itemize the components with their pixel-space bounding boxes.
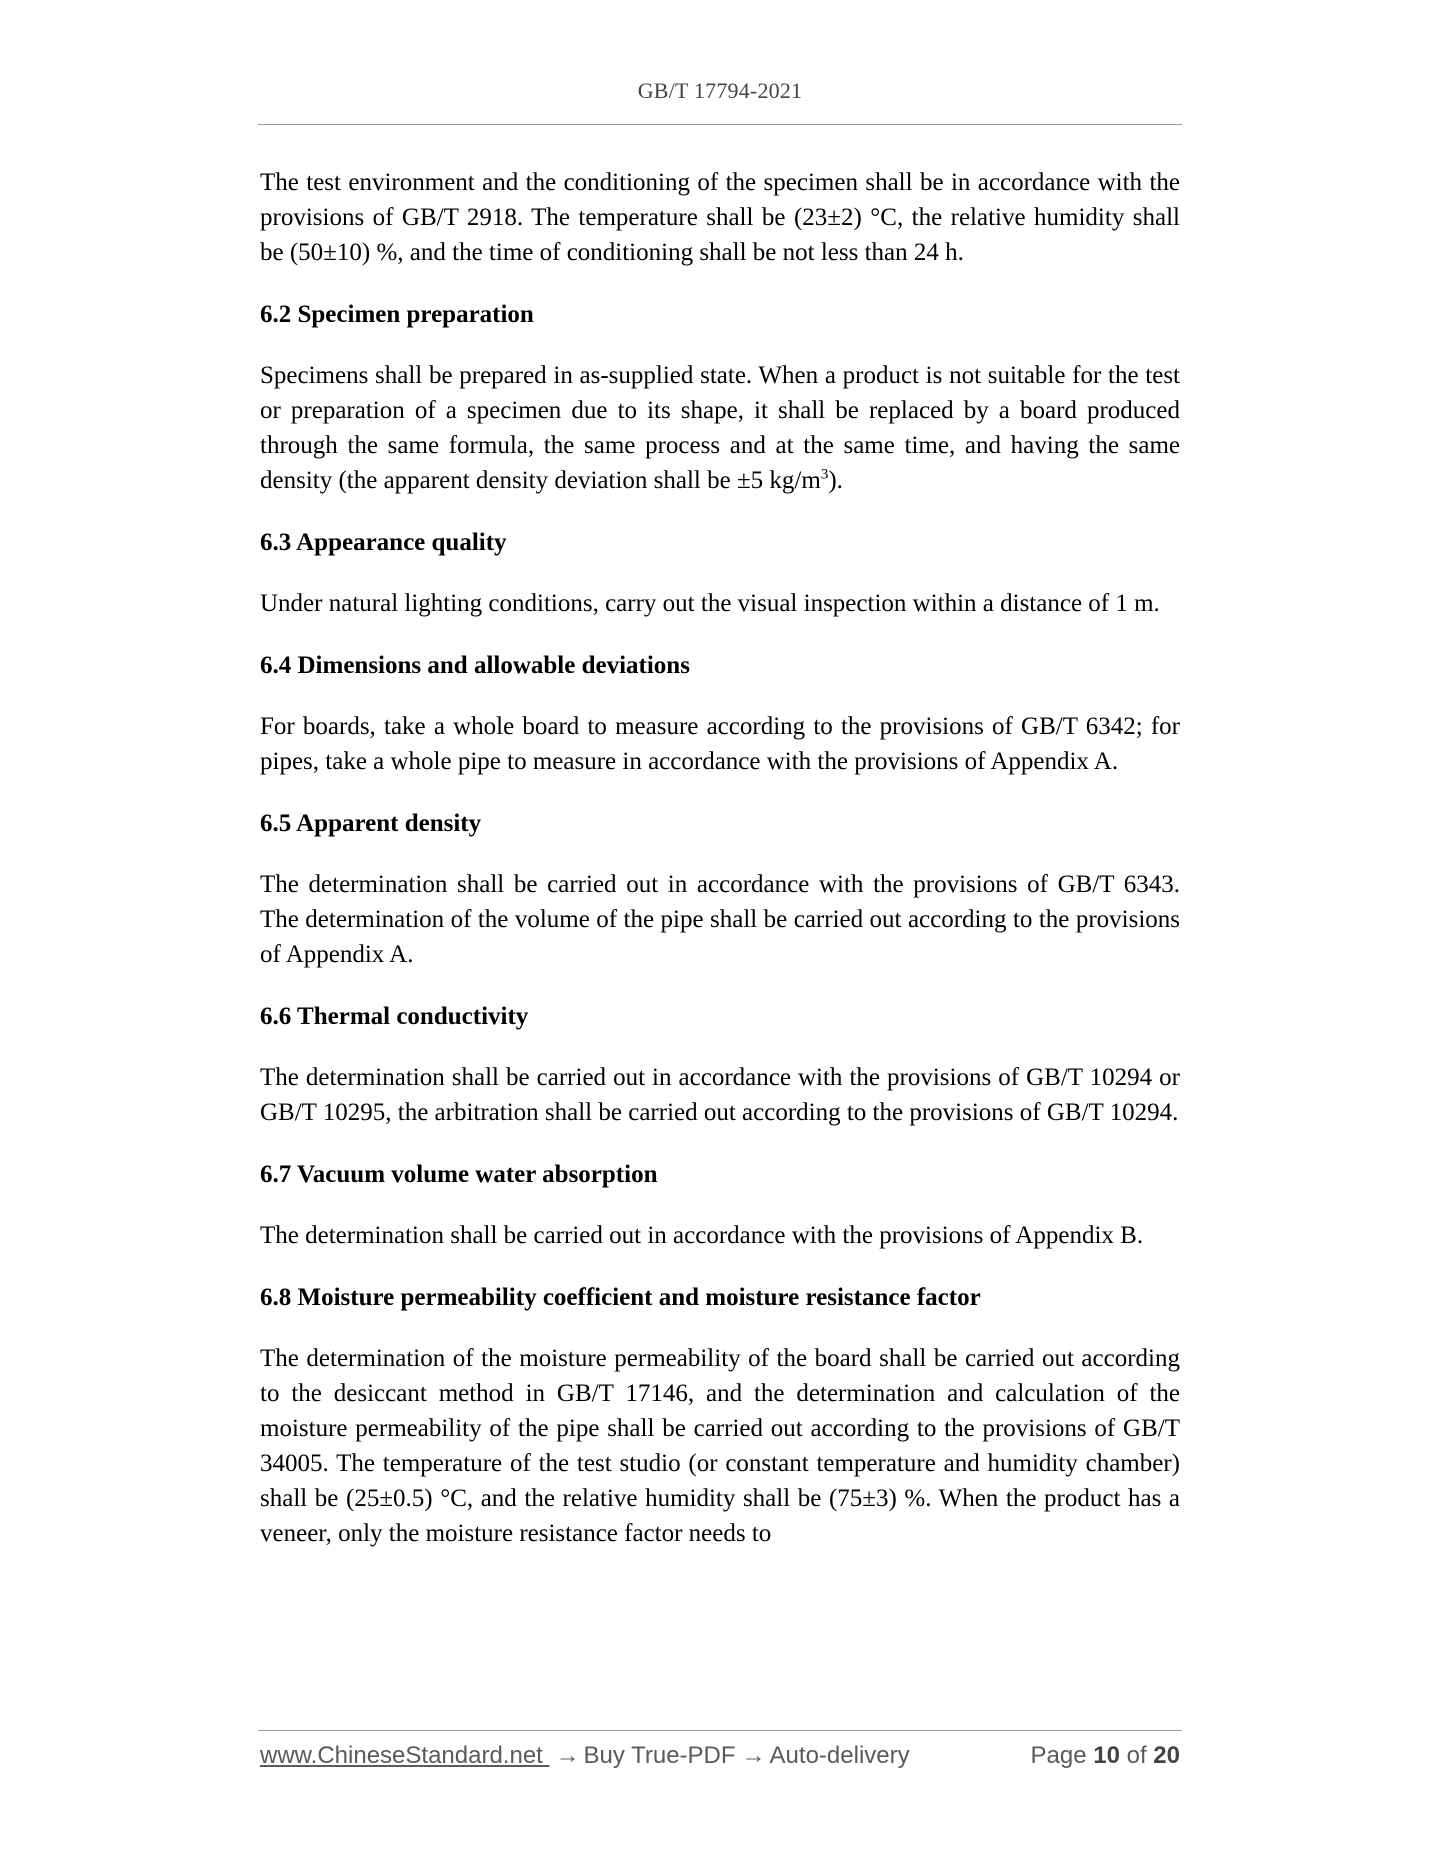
paragraph-6-6: The determination shall be carried out in accordance with the provisions of GB/T 10294 or GB/T 10295, the arbitration shall be carried out according to the provisions of GB/T 10294. — [260, 1064, 1180, 1126]
paragraph-6-2-end: ). — [828, 467, 843, 494]
footer-promo — [260, 1742, 910, 1770]
intro-paragraph: The test environment and the conditioning of the specimen shall be in accordance with the provisions of GB/T 2918. The temperature shall be (23±2) °C, the relative humidity shall be (50±10) %, and the time of conditioning shall be not less than 24 h. — [260, 169, 1180, 266]
heading-6-5: 6.5 Apparent density — [260, 810, 482, 837]
paragraph-6-8: The determination of the moisture permeability of the board shall be carried out according to the desiccant method in GB/T 17146, and the determination and calculation of the moisture permeability of the pipe shall be carried out according to the provisions of GB/T 34005. The temperature of the test studio (or constant temperature and humidity chamber) shall be (25±0.5) °C, and the relative humidity shall be (75±3) %. When the product has a veneer, only the moisture resistance factor needs to — [260, 1345, 1180, 1547]
superscript-3: 3 — [820, 466, 829, 483]
page-body — [260, 165, 1180, 1551]
header-divider — [258, 124, 1182, 125]
paragraph-6-2 — [260, 358, 1180, 498]
heading-6-6: 6.6 Thermal conductivity — [260, 1003, 529, 1030]
page-indicator — [1031, 1742, 1181, 1770]
page-label: Page — [1030, 1742, 1087, 1769]
current-page-number: 10 — [1093, 1742, 1120, 1769]
website-link[interactable]: www.ChineseStandard.net — [260, 1742, 550, 1769]
arrow-right-icon: → — [555, 1742, 580, 1769]
paragraph-6-7: The determination shall be carried out in accordance with the provisions of Appendix B. — [260, 1222, 1144, 1249]
page-of-label: of — [1126, 1742, 1147, 1769]
page-footer — [260, 1742, 1180, 1778]
heading-6-2: 6.2 Specimen preparation — [260, 301, 534, 328]
heading-6-3: 6.3 Appearance quality — [260, 529, 507, 556]
paragraph-6-2-main: Specimens shall be prepared in as-supplied state. When a product is not suitable for the test or preparation of a specimen due to its shape, it shall be replaced by a board produced through the same formula, the same process and at the same time, and having the same density (the apparent density deviation shall be ±5 kg/m — [260, 362, 1180, 494]
paragraph-6-5: The determination shall be carried out in accordance with the provisions of GB/T 6343. The determination of the volume of the pipe shall be carried out according to the provisions of Appendix A. — [260, 871, 1180, 968]
paragraph-6-4: For boards, take a whole board to measure according to the provisions of GB/T 6342; for pipes, take a whole pipe to measure in accordance with the provisions of Appendix A. — [260, 713, 1180, 775]
heading-6-4: 6.4 Dimensions and allowable deviations — [260, 652, 690, 679]
heading-6-7: 6.7 Vacuum volume water absorption — [260, 1161, 658, 1188]
paragraph-6-3: Under natural lighting conditions, carry out the visual inspection within a distance of 1 m. — [260, 590, 1160, 617]
total-page-number: 20 — [1153, 1742, 1180, 1769]
arrow-right-icon: → — [741, 1742, 766, 1769]
footer-divider — [258, 1730, 1182, 1731]
running-header: GB/T 17794-2021 — [637, 78, 803, 103]
auto-delivery-text: Auto-delivery — [769, 1742, 910, 1769]
buy-pdf-text: Buy True-PDF — [583, 1742, 736, 1769]
heading-6-8: 6.8 Moisture permeability coefficient and moisture resistance factor — [260, 1284, 981, 1311]
